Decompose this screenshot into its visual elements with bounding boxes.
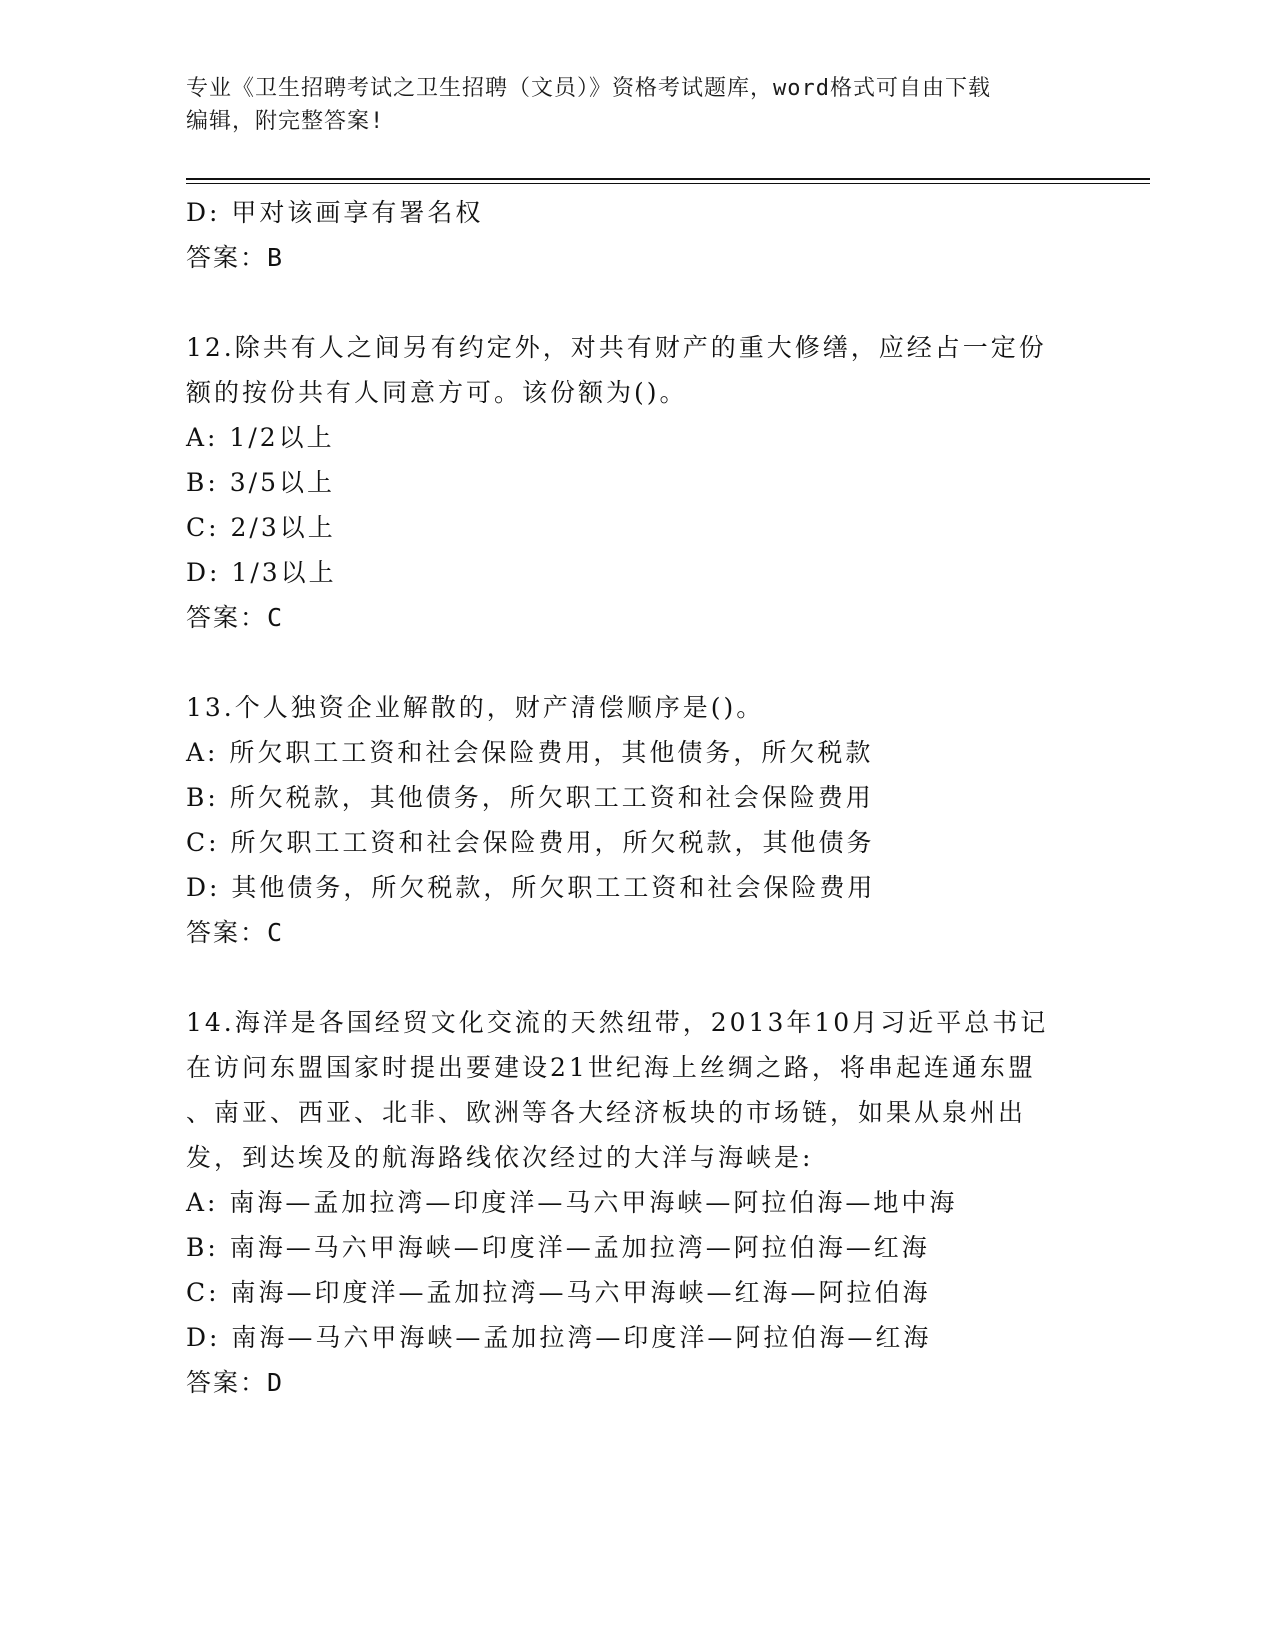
stem-line: 在访问东盟国家时提出要建设21世纪海上丝绸之路，将串起连通东盟: [186, 1053, 1036, 1082]
prev-option-d: D: 甲对该画享有署名权: [186, 198, 484, 227]
answer-label: 答案：: [186, 603, 268, 632]
option-c: C: 2/3以上: [186, 513, 336, 542]
stem-line: 发，到达埃及的航海路线依次经过的大洋与海峡是:: [186, 1143, 814, 1172]
option-a: A: 南海—孟加拉湾—印度洋—马六甲海峡—阿拉伯海—地中海: [186, 1188, 958, 1217]
answer-value: C: [267, 918, 285, 947]
header-line-2: 编辑，附完整答案!: [186, 109, 385, 134]
option-b: B: 南海—马六甲海峡—印度洋—孟加拉湾—阿拉伯海—红海: [186, 1233, 930, 1262]
spacer: [186, 280, 1086, 325]
header-divider-thin: [186, 183, 1150, 184]
document-header: [186, 72, 1066, 138]
question-13: [186, 685, 1086, 955]
answer-label: 答案：: [186, 1368, 268, 1397]
answer-value: C: [267, 603, 285, 632]
stem-line: 额的按份共有人同意方可。该份额为()。: [186, 378, 688, 407]
option-d: D: 其他债务，所欠税款，所欠职工工资和社会保险费用: [186, 873, 876, 902]
header-divider: [186, 178, 1150, 180]
question-stem: [186, 325, 1066, 415]
stem-line: 、南亚、西亚、北非、欧洲等各大经济板块的市场链，如果从泉州出: [186, 1098, 1027, 1127]
spacer: [186, 640, 1086, 685]
option-d: D: 南海—马六甲海峡—孟加拉湾—印度洋—阿拉伯海—红海: [186, 1323, 932, 1352]
stem-line: 12.除共有人之间另有约定外，对共有财产的重大修缮，应经占一定份: [186, 333, 1047, 362]
header-line-1: 专业《卫生招聘考试之卫生招聘（文员）》资格考试题库，word格式可自由下载: [186, 76, 991, 101]
answer-value: B: [267, 243, 285, 272]
answer-label: 答案：: [186, 243, 268, 272]
answer: [186, 1360, 1086, 1405]
option-a: A: 所欠职工工资和社会保险费用，其他债务，所欠税款: [186, 738, 874, 767]
option-a: A: 1/2以上: [186, 423, 335, 452]
spacer: [186, 955, 1086, 1000]
stem-line: 14.海洋是各国经贸文化交流的天然纽带，2013年10月习近平总书记: [186, 1008, 1049, 1037]
question-stem: [186, 685, 1066, 730]
option-c: C: 所欠职工工资和社会保险费用，所欠税款，其他债务: [186, 828, 875, 857]
answer-label: 答案：: [186, 918, 268, 947]
option-b: B: 所欠税款，其他债务，所欠职工工资和社会保险费用: [186, 783, 874, 812]
option-d: D: 1/3以上: [186, 558, 337, 587]
prev-answer: [186, 235, 1086, 280]
question-stem: [186, 1000, 1066, 1180]
question-14: [186, 1000, 1086, 1405]
option-c: C: 南海—印度洋—孟加拉湾—马六甲海峡—红海—阿拉伯海: [186, 1278, 931, 1307]
question-12: [186, 325, 1086, 640]
answer: [186, 910, 1086, 955]
answer-value: D: [267, 1368, 285, 1397]
option-b: B: 3/5以上: [186, 468, 335, 497]
question-content: [186, 190, 1086, 1405]
answer: [186, 595, 1086, 640]
stem-line: 13.个人独资企业解散的，财产清偿顺序是()。: [186, 693, 765, 722]
